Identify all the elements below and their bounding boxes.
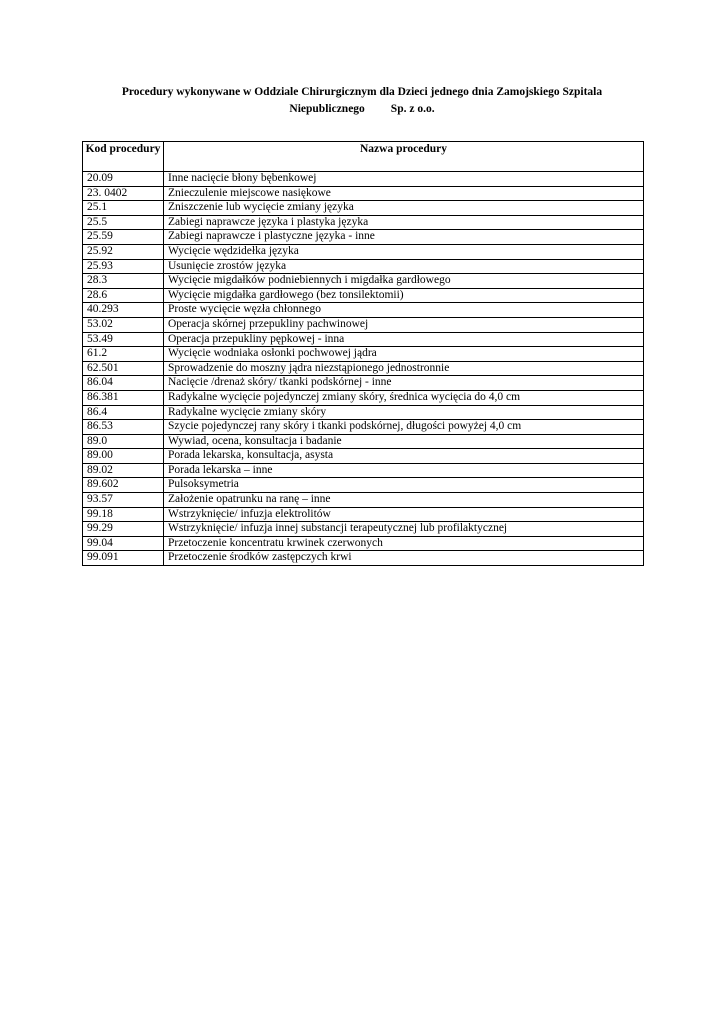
procedure-code: 23. 0402 [83,186,164,201]
procedure-name: Operacja przepukliny pępkowej - inna [164,332,644,347]
table-row [83,332,644,347]
procedure-code: 25.93 [83,259,164,274]
table-row [83,186,644,201]
procedure-name: Nacięcie /drenaż skóry/ tkanki podskórnej - inne [164,376,644,391]
procedure-name: Wywiad, ocena, konsultacja i badanie [164,434,644,449]
procedure-name: Porada lekarska – inne [164,463,644,478]
procedure-code: 86.04 [83,376,164,391]
table-row [83,317,644,332]
procedure-name: Pulsoksymetria [164,478,644,493]
procedure-name: Założenie opatrunku na ranę – inne [164,493,644,508]
procedures-table [82,141,644,566]
procedure-code: 61.2 [83,347,164,362]
title-line-2-name: Niepublicznego [289,103,365,115]
procedure-name: Radykalne wycięcie pojedynczej zmiany skóry, średnica wycięcia do 4,0 cm [164,390,644,405]
table-row [83,536,644,551]
procedure-code: 86.53 [83,420,164,435]
title-line-2 [82,101,642,118]
table-row [83,551,644,566]
procedure-name: Zabiegi naprawcze i plastyczne języka - inne [164,230,644,245]
page-title [82,84,642,118]
procedure-code: 53.49 [83,332,164,347]
procedure-code: 89.0 [83,434,164,449]
procedure-name: Wstrzyknięcie/ infuzja elektrolitów [164,507,644,522]
procedure-code: 99.18 [83,507,164,522]
table-row [83,244,644,259]
procedure-code: 93.57 [83,493,164,508]
procedure-code: 86.4 [83,405,164,420]
procedure-name: Radykalne wycięcie zmiany skóry [164,405,644,420]
table-row [83,434,644,449]
procedure-name: Znieczulenie miejscowe nasiękowe [164,186,644,201]
procedure-name: Szycie pojedynczej rany skóry i tkanki podskórnej, długości powyżej 4,0 cm [164,420,644,435]
procedure-name: Przetoczenie środków zastępczych krwi [164,551,644,566]
procedure-code: 28.6 [83,288,164,303]
header-code: Kod procedury [83,142,164,172]
table-row [83,230,644,245]
title-line-2-company-form: Sp. z o.o. [390,103,435,115]
procedure-code: 99.091 [83,551,164,566]
procedure-name: Wycięcie wędzidełka języka [164,244,644,259]
procedure-code: 89.02 [83,463,164,478]
table-row [83,405,644,420]
procedure-name: Wycięcie migdałków podniebiennych i migdałka gardłowego [164,274,644,289]
procedure-name: Proste wycięcie węzła chłonnego [164,303,644,318]
table-row [83,201,644,216]
table-row [83,274,644,289]
table-row [83,420,644,435]
table-row [83,259,644,274]
procedure-code: 25.5 [83,215,164,230]
title-line-1: Procedury wykonywane w Oddziale Chirurgicznym dla Dzieci jednego dnia Zamojskiego Szpitala [121,86,603,98]
table-row [83,522,644,537]
table-row [83,361,644,376]
table-row [83,449,644,464]
table-row [83,288,644,303]
procedure-code: 99.04 [83,536,164,551]
procedure-code: 53.02 [83,317,164,332]
procedure-name: Wstrzyknięcie/ infuzja innej substancji terapeutycznej lub profilaktycznej [164,522,644,537]
procedure-code: 89.00 [83,449,164,464]
table-row [83,478,644,493]
procedure-code: 89.602 [83,478,164,493]
table-row [83,463,644,478]
procedure-name: Usunięcie zrostów języka [164,259,644,274]
procedure-code: 25.92 [83,244,164,259]
table-row [83,172,644,187]
procedure-code: 86.381 [83,390,164,405]
procedure-name: Sprowadzenie do moszny jądra niezstąpionego jednostronnie [164,361,644,376]
procedure-code: 25.1 [83,201,164,216]
table-row [83,390,644,405]
table-header-row [83,142,644,172]
procedure-code: 62.501 [83,361,164,376]
table-row [83,215,644,230]
table-row [83,347,644,362]
procedure-code: 28.3 [83,274,164,289]
procedure-code: 25.59 [83,230,164,245]
procedure-name: Operacja skórnej przepukliny pachwinowej [164,317,644,332]
procedure-name: Inne nacięcie błony bębenkowej [164,172,644,187]
table-row [83,376,644,391]
procedure-name: Zabiegi naprawcze języka i plastyka języka [164,215,644,230]
table-row [83,303,644,318]
procedure-name: Zniszczenie lub wycięcie zmiany języka [164,201,644,216]
procedure-name: Porada lekarska, konsultacja, asysta [164,449,644,464]
procedure-name: Przetoczenie koncentratu krwinek czerwonych [164,536,644,551]
procedure-code: 99.29 [83,522,164,537]
procedure-name: Wycięcie wodniaka osłonki pochwowej jądra [164,347,644,362]
procedure-code: 20.09 [83,172,164,187]
table-body [83,172,644,566]
procedure-code: 40.293 [83,303,164,318]
header-name: Nazwa procedury [164,142,644,172]
table-row [83,507,644,522]
procedure-name: Wycięcie migdałka gardłowego (bez tonsilektomii) [164,288,644,303]
table-row [83,493,644,508]
